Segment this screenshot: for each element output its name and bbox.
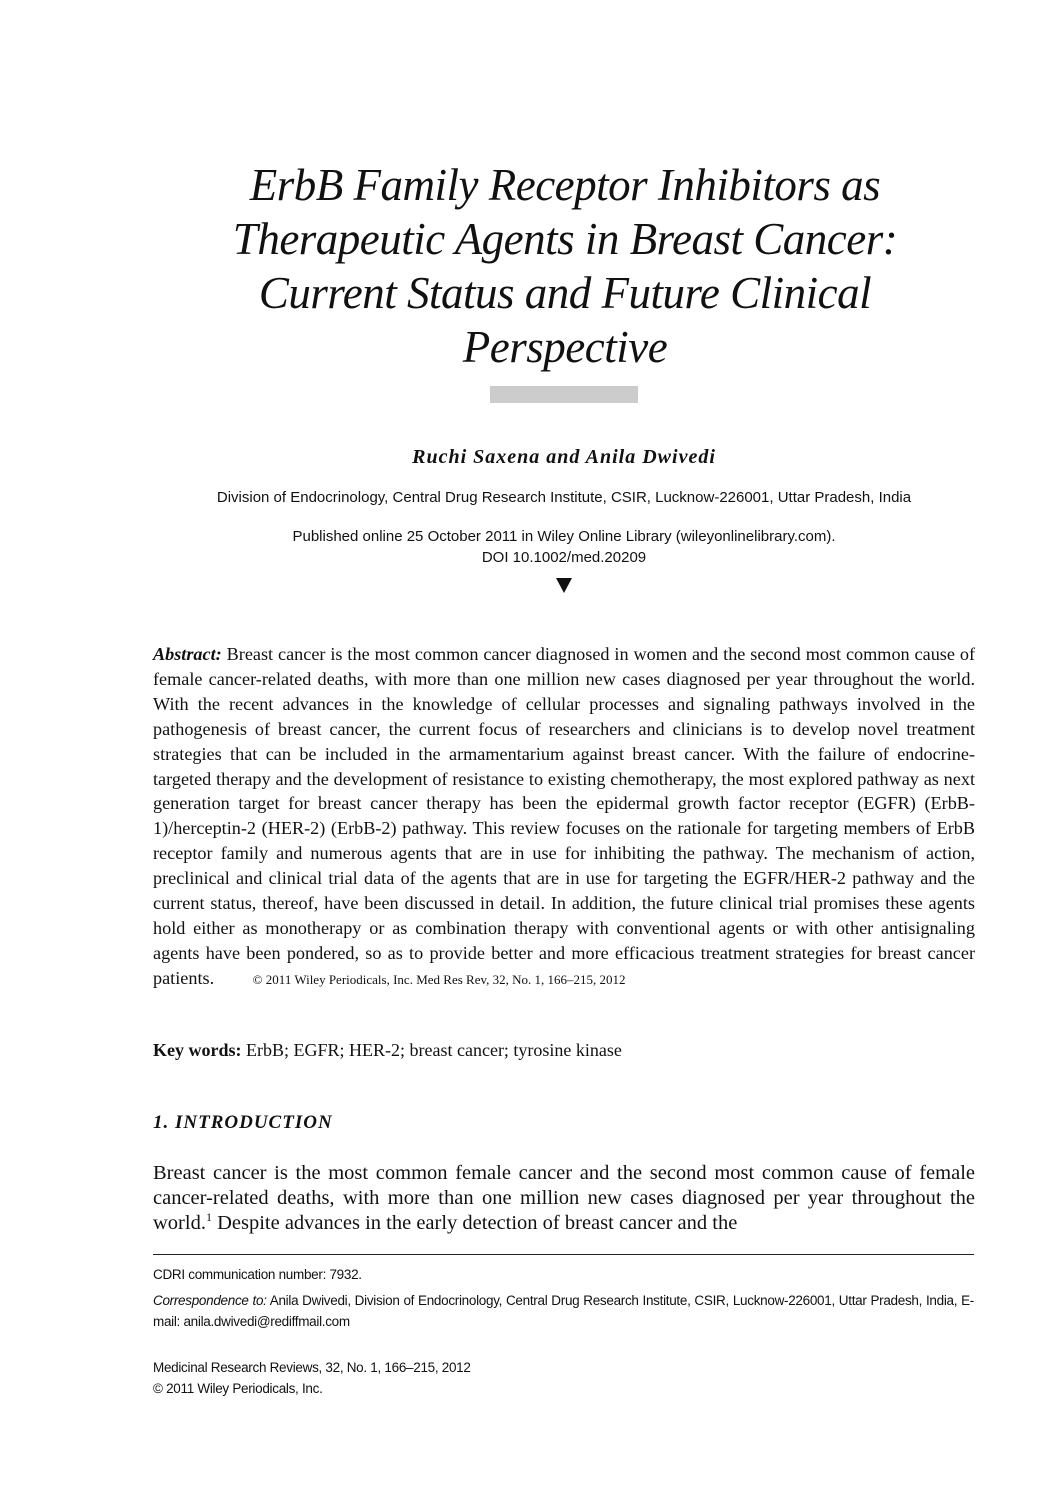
copyright: © 2011 Wiley Periodicals, Inc.: [153, 1381, 323, 1396]
keywords: [153, 1040, 622, 1061]
journal-info: [153, 1357, 471, 1399]
keywords-label: Key words:: [153, 1040, 242, 1060]
keywords-text: ErbB; EGFR; HER-2; breast cancer; tyrosine kinase: [246, 1040, 622, 1060]
abstract: [153, 642, 975, 993]
published-online: Published online 25 October 2011 in Wiley Online Library (wileyonlinelibrary.com).: [292, 528, 836, 545]
authors: Ruchi Saxena and Anila Dwivedi: [412, 446, 716, 468]
down-triangle-icon: [556, 578, 572, 593]
abstract-text: Breast cancer is the most common cancer diagnosed in women and the second most common cause of female cancer-related deaths, with more than one million new cases diagnosed per year throughout the world. With the recent advances in the knowledge of cellular processes and signaling pathways involved in the pathogenesis of breast cancer, the current focus of researchers and clinicians is to develop novel treatment strategies that can be included in the armamentarium against breast cancer. With the failure of endocrine-targeted therapy and the development of resistance to existing chemotherapy, the most explored pathway as next generation target for breast cancer therapy has been the epidermal growth factor receptor (EGFR) (ErbB-1)/herceptin-2 (HER-2) (ErbB-2) pathway. This review focuses on the rationale for targeting members of ErbB receptor family and numerous agents that are in use for inhibiting the pathway. The mechanism of action, preclinical and clinical trial data of the agents that are in use for targeting the EGFR/HER-2 pathway and the current status, thereof, have been discussed in detail. In addition, the future clinical trial promises these agents hold either as monotherapy or as combination therapy with conventional agents or with other antisignaling agents have been pondered, so as to provide better and more efficacious treatment strategies for breast cancer patients.: [153, 644, 976, 988]
publication-info: [0, 526, 1052, 568]
reference-marker[interactable]: 1: [205, 1210, 212, 1225]
title-line: Current Status and Future Clinical: [258, 268, 872, 318]
section-heading-introduction: 1. INTRODUCTION: [153, 1112, 333, 1133]
title-divider-bar: [490, 386, 638, 403]
footnote-correspondence: [153, 1290, 974, 1332]
paper-title: [130, 158, 1000, 374]
correspondence-label: Correspondence to:: [153, 1293, 267, 1308]
doi: DOI 10.1002/med.20209: [481, 549, 647, 566]
abstract-citation: © 2011 Wiley Periodicals, Inc. Med Res Rev, 32, No. 1, 166–215, 2012: [252, 971, 626, 987]
title-line: Perspective: [462, 322, 668, 372]
abstract-label: Abstract:: [153, 644, 222, 664]
footnote-divider: [153, 1254, 974, 1255]
intro-text-continued: Despite advances in the early detection of breast cancer and the: [211, 1212, 738, 1234]
affiliation: Division of Endocrinology, Central Drug Research Institute, CSIR, Lucknow-226001, Uttar Pradesh, India: [216, 489, 912, 506]
correspondence-text: Anila Dwivedi, Division of Endocrinology, Central Drug Research Institute, CSIR, Lucknow-226001, Uttar Pradesh, India, E-mail: anila.dwivedi@rediffmail.com: [153, 1293, 974, 1329]
journal-citation: Medicinal Research Reviews, 32, No. 1, 166–215, 2012: [153, 1360, 471, 1375]
introduction-paragraph: [153, 1161, 975, 1236]
title-line: Therapeutic Agents in Breast Cancer:: [232, 214, 898, 264]
intro-text: Breast cancer is the most common female cancer and the second most common cause of female cancer-related deaths, with more than one million new cases diagnosed per year throughout the world.: [153, 1162, 975, 1234]
footnote-communication: CDRI communication number: 7932.: [153, 1267, 362, 1282]
title-line: ErbB Family Receptor Inhibitors as: [249, 160, 881, 210]
